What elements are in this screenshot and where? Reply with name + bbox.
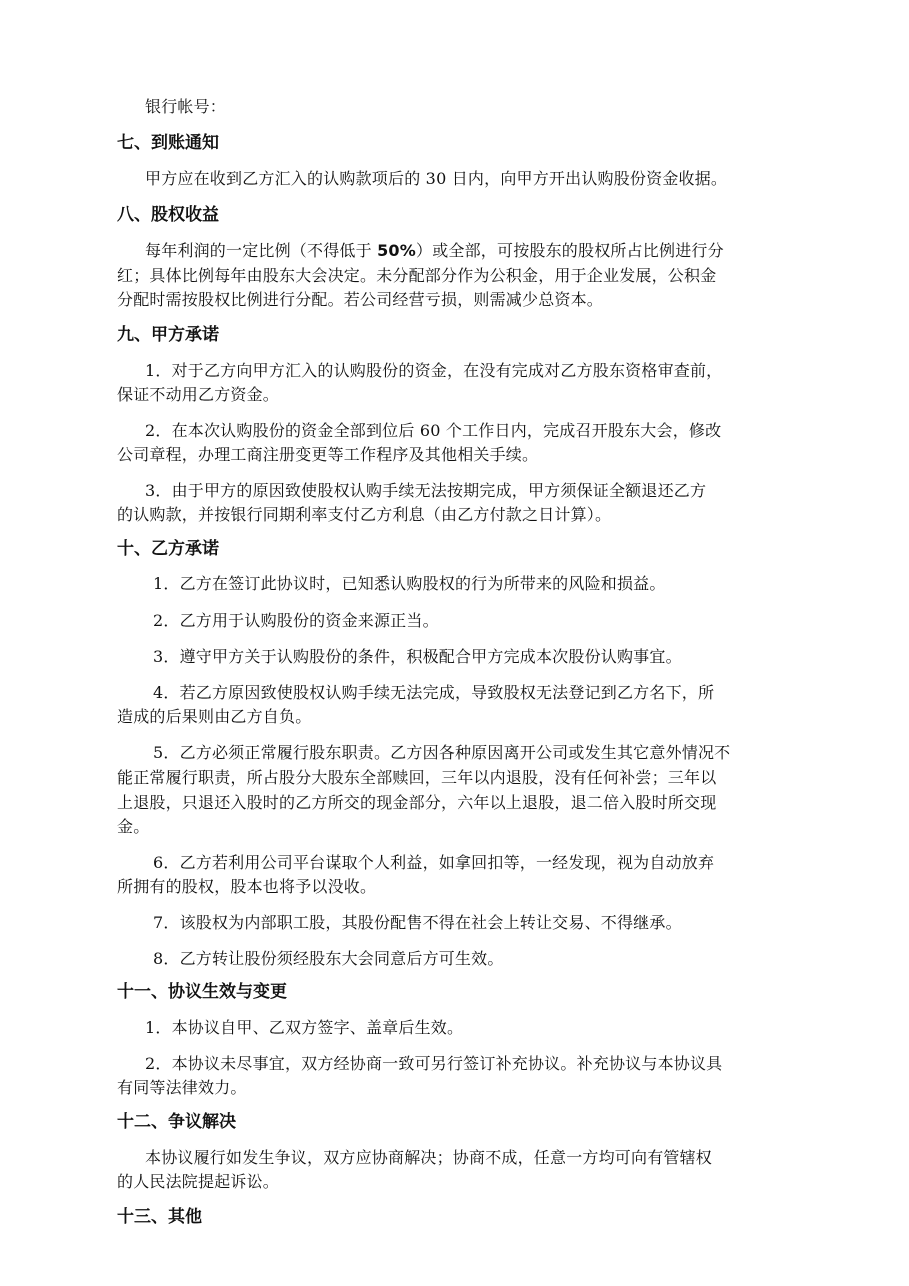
section-heading-13: 十三、其他 — [117, 1207, 202, 1227]
section-10-item-6-line-1: 6．乙方若利用公司平台谋取个人利益，如拿回扣等，一经发现，视为自动放弃 — [153, 853, 715, 872]
section-heading-9: 九、甲方承诺 — [117, 325, 219, 345]
section-heading-8: 八、股权收益 — [117, 205, 219, 225]
section-10-item-5-line-4: 金。 — [117, 817, 150, 836]
section-heading-10: 十、乙方承诺 — [117, 539, 219, 559]
section-9-item-1-line-2: 保证不动用乙方资金。 — [117, 385, 280, 404]
section-9-item-1-line-1: 1．对于乙方向甲方汇入的认购股份的资金，在没有完成对乙方股东资格审查前， — [145, 361, 723, 380]
section-9-item-2-line-1: 2．在本次认购股份的资金全部到位后 60 个工作日内，完成召开股东大会，修改 — [145, 421, 722, 440]
section-11-item-2-line-2: 有同等法律效力。 — [117, 1078, 247, 1097]
section-10-item-5-line-1: 5．乙方必须正常履行股东职责。乙方因各种原因离开公司或发生其它意外情况不 — [153, 743, 731, 762]
section-10-item-7: 7．该股权为内部职工股，其股份配售不得在社会上转让交易、不得继承。 — [153, 913, 682, 932]
section-8-paragraph-line-3: 分配时需按股权比例进行分配。若公司经营亏损，则需减少总资本。 — [117, 290, 604, 309]
section-10-item-8: 8．乙方转让股份须经股东大会同意后方可生效。 — [153, 949, 504, 968]
section-10-item-5-line-2: 能正常履行职责，所占股分大股东全部赎回，三年以内退股，没有任何补尝；三年以 — [117, 768, 717, 787]
section-8-paragraph-line-2: 红；具体比例每年由股东大会决定。未分配部分作为公积金，用于企业发展，公积金 — [117, 266, 717, 285]
section-8-percentage: 50% — [377, 241, 416, 260]
section-8-paragraph-line-1 — [145, 241, 724, 261]
section-9-item-3-line-2: 的认购款，并按银行同期利率支付乙方利息（由乙方付款之日计算）。 — [117, 505, 612, 524]
section-10-item-1: 1．乙方在签订此协议时，已知悉认购股权的行为所带来的风险和损益。 — [153, 574, 666, 593]
section-8-text-a: 每年利润的一定比例（不得低于 — [145, 241, 378, 260]
section-heading-7: 七、到账通知 — [117, 133, 219, 153]
section-11-item-1: 1．本协议自甲、乙双方签字、盖章后生效。 — [145, 1018, 464, 1037]
section-12-paragraph-line-1: 本协议履行如发生争议，双方应协商解决；协商不成，任意一方均可向有管辖权 — [145, 1148, 713, 1167]
section-10-item-2: 2．乙方用于认购股份的资金来源正当。 — [153, 611, 439, 630]
section-11-item-2-line-1: 2．本协议未尽事宜，双方经协商一致可另行签订补充协议。补充协议与本协议具 — [145, 1054, 723, 1073]
bank-account-label: 银行帐号： — [145, 97, 227, 116]
section-heading-11: 十一、协议生效与变更 — [117, 982, 287, 1002]
section-12-paragraph-line-2: 的人民法院提起诉讼。 — [117, 1172, 280, 1191]
section-10-item-6-line-2: 所拥有的股权，股本也将予以没收。 — [117, 877, 377, 896]
section-10-item-4-line-1: 4．若乙方原因致使股权认购手续无法完成，导致股权无法登记到乙方名下，所 — [153, 683, 715, 702]
section-10-item-4-line-2: 造成的后果则由乙方自负。 — [117, 707, 312, 726]
section-9-item-3-line-1: 3．由于甲方的原因致使股权认购手续无法按期完成，甲方须保证全额退还乙方 — [145, 481, 707, 500]
section-10-item-3: 3．遵守甲方关于认购股份的条件，积极配合甲方完成本次股份认购事宜。 — [153, 647, 682, 666]
section-heading-12: 十二、争议解决 — [117, 1112, 236, 1132]
section-9-item-2-line-2: 公司章程，办理工商注册变更等工作程序及其他相关手续。 — [117, 445, 539, 464]
section-8-text-b: ）或全部，可按股东的股权所占比例进行分 — [416, 241, 724, 260]
section-7-paragraph: 甲方应在收到乙方汇入的认购款项后的 30 日内，向甲方开出认购股份资金收据。 — [145, 169, 728, 188]
section-10-item-5-line-3: 上退股，只退还入股时的乙方所交的现金部分，六年以上退股，退二倍入股时所交现 — [117, 793, 717, 812]
